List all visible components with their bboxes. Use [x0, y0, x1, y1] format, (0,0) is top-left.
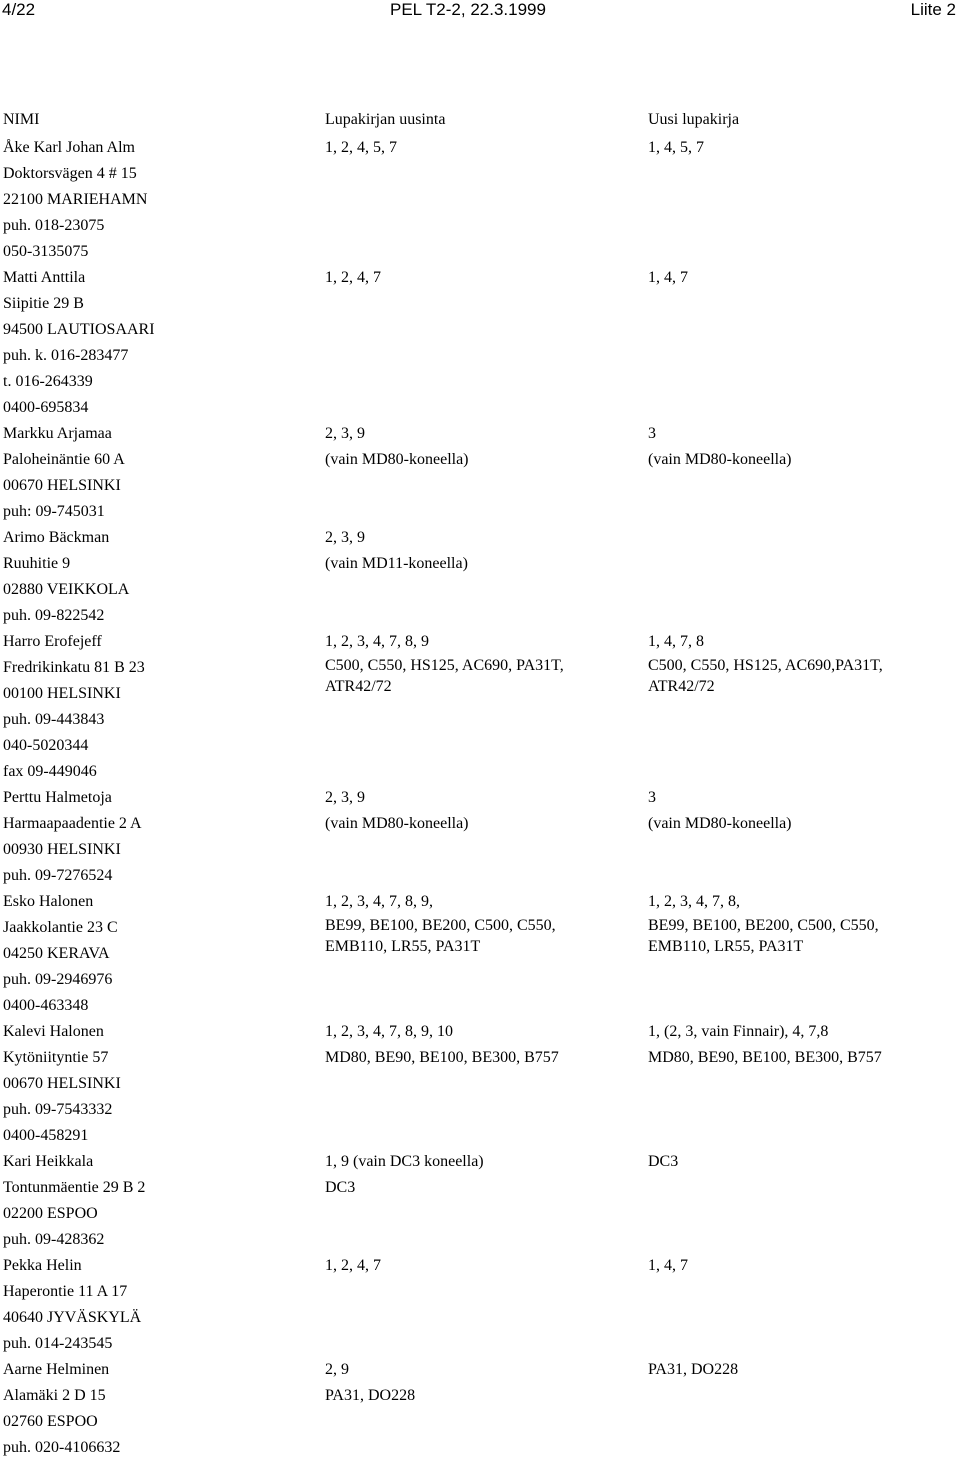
renewal-privileges [325, 421, 625, 473]
address-line: puh. 09-822542 [3, 607, 105, 624]
person-entry [0, 135, 960, 265]
renewal-privileges [325, 1149, 625, 1201]
person-address [3, 1253, 141, 1357]
person-address [3, 1019, 121, 1149]
renewal-privileges [325, 1357, 625, 1409]
new-license-privileges-line: (vain MD80-koneella) [648, 815, 792, 832]
address-line: 02880 VEIKKOLA [3, 581, 130, 598]
address-line: puh. k. 016-283477 [3, 347, 129, 364]
new-license-privileges-line: 1, 4, 7, 8 [648, 633, 704, 650]
new-license-privileges [648, 265, 948, 291]
address-line: Harmaapaadentie 2 A [3, 815, 142, 832]
address-line: 04250 KERAVA [3, 945, 110, 962]
address-line: Jaakkolantie 23 C [3, 919, 118, 936]
person-entry [0, 1019, 960, 1149]
person-entry [0, 889, 960, 1019]
person-address [3, 265, 155, 421]
person-entry [0, 525, 960, 629]
address-line: Alamäki 2 D 15 [3, 1387, 106, 1404]
new-license-privileges [648, 135, 948, 161]
person-name: Matti Anttila [3, 269, 86, 286]
renewal-privileges-line: 1, 2, 4, 7 [325, 1257, 381, 1274]
address-line: puh. 018-23075 [3, 217, 105, 234]
new-license-privileges-line: 1, 4, 7 [648, 1257, 688, 1274]
address-line: 0400-458291 [3, 1127, 89, 1144]
address-line: puh. 09-7543332 [3, 1101, 113, 1118]
renewal-privileges-aircraft-line: EMB110, LR55, PA31T [325, 938, 481, 955]
new-license-privileges [648, 421, 948, 473]
person-name: Kalevi Halonen [3, 1023, 104, 1040]
address-line: 40640 JYVÄSKYLÄ [3, 1309, 142, 1326]
address-line: 0400-695834 [3, 399, 89, 416]
person-address [3, 525, 129, 629]
renewal-privileges-line: (vain MD80-koneella) [325, 815, 469, 832]
person-name: Åke Karl Johan Alm [3, 139, 135, 156]
person-name: Esko Halonen [3, 893, 94, 910]
renewal-privileges-aircraft-line: C500, C550, HS125, AC690, PA31T, [325, 657, 564, 674]
new-license-privileges-line: PA31, DO228 [648, 1361, 739, 1378]
renewal-privileges-line: 1, 2, 3, 4, 7, 8, 9, [325, 893, 433, 910]
address-line: puh. 09-428362 [3, 1231, 105, 1248]
license-list [0, 135, 960, 1461]
person-address [3, 135, 147, 265]
new-license-privileges [648, 1019, 948, 1071]
renewal-privileges-line: 2, 3, 9 [325, 425, 365, 442]
address-line: Ruuhitie 9 [3, 555, 71, 572]
renewal-privileges-line: 1, 2, 4, 7 [325, 269, 381, 286]
address-line: 050-3135075 [3, 243, 89, 260]
column-header-new-license: Uusi lupakirja [648, 111, 740, 128]
column-header-renewal: Lupakirjan uusinta [325, 111, 446, 128]
new-license-privileges [648, 785, 948, 837]
address-line: 00670 HELSINKI [3, 1075, 121, 1092]
new-license-privileges-line: 1, 4, 5, 7 [648, 139, 704, 156]
appendix-label: Liite 2 [910, 0, 956, 19]
renewal-privileges [325, 785, 625, 837]
address-line: Fredrikinkatu 81 B 23 [3, 659, 145, 676]
person-name: Perttu Halmetoja [3, 789, 112, 806]
renewal-privileges-line: 2, 3, 9 [325, 789, 365, 806]
new-license-privileges-line: 3 [648, 789, 656, 806]
new-license-privileges [648, 1253, 948, 1279]
address-line: 00930 HELSINKI [3, 841, 121, 858]
address-line: 94500 LAUTIOSAARI [3, 321, 155, 338]
new-license-privileges-line: MD80, BE90, BE100, BE300, B757 [648, 1049, 882, 1066]
person-address [3, 421, 125, 525]
address-line: puh. 09-443843 [3, 711, 105, 728]
new-license-privileges-aircraft-line: BE99, BE100, BE200, C500, C550, [648, 917, 879, 934]
renewal-privileges-line: 2, 9 [325, 1361, 349, 1378]
address-line: puh. 09-2946976 [3, 971, 113, 988]
person-name: Aarne Helminen [3, 1361, 110, 1378]
renewal-privileges-line: DC3 [325, 1179, 356, 1196]
new-license-privileges-line: 1, 2, 3, 4, 7, 8, [648, 893, 740, 910]
person-address [3, 629, 145, 785]
person-entry [0, 629, 960, 785]
person-address [3, 1149, 145, 1253]
renewal-privileges-line: (vain MD80-koneella) [325, 451, 469, 468]
page-header [0, 0, 960, 22]
document-reference: PEL T2-2, 22.3.1999 [390, 0, 546, 19]
renewal-privileges [325, 525, 625, 577]
renewal-privileges-line: 1, 2, 3, 4, 7, 8, 9 [325, 633, 429, 650]
person-entry [0, 785, 960, 889]
person-name: Kari Heikkala [3, 1153, 94, 1170]
address-line: 02200 ESPOO [3, 1205, 98, 1222]
address-line: puh: 09-745031 [3, 503, 105, 520]
address-line: 040-5020344 [3, 737, 89, 754]
new-license-privileges-line: 1, (2, 3, vain Finnair), 4, 7,8 [648, 1023, 829, 1040]
address-line: puh. 014-243545 [3, 1335, 113, 1352]
new-license-privileges [648, 889, 948, 957]
column-header-name: NIMI [3, 111, 40, 128]
person-name: Arimo Bäckman [3, 529, 110, 546]
person-name: Harro Erofejeff [3, 633, 102, 650]
new-license-privileges-line: DC3 [648, 1153, 679, 1170]
renewal-privileges [325, 629, 625, 697]
address-line: fax 09-449046 [3, 763, 97, 780]
address-line: 02760 ESPOO [3, 1413, 98, 1430]
new-license-privileges-aircraft-line: C500, C550, HS125, AC690,PA31T, [648, 657, 883, 674]
address-line: 00100 HELSINKI [3, 685, 121, 702]
person-address [3, 785, 142, 889]
column-headers [0, 110, 960, 130]
person-entry [0, 1253, 960, 1357]
person-entry [0, 1357, 960, 1461]
renewal-privileges-line: 2, 3, 9 [325, 529, 365, 546]
renewal-privileges-aircraft-line: ATR42/72 [325, 678, 392, 695]
page-number: 4/22 [2, 0, 36, 19]
new-license-privileges-line: 3 [648, 425, 656, 442]
person-address [3, 1357, 120, 1461]
renewal-privileges-line: PA31, DO228 [325, 1387, 416, 1404]
new-license-privileges-aircraft-line: EMB110, LR55, PA31T [648, 938, 804, 955]
renewal-privileges [325, 889, 625, 957]
person-name: Markku Arjamaa [3, 425, 112, 442]
renewal-privileges-aircraft-line: BE99, BE100, BE200, C500, C550, [325, 917, 556, 934]
renewal-privileges-line: 1, 2, 3, 4, 7, 8, 9, 10 [325, 1023, 453, 1040]
new-license-privileges-aircraft-line: ATR42/72 [648, 678, 715, 695]
address-line: Haperontie 11 A 17 [3, 1283, 128, 1300]
renewal-privileges [325, 265, 625, 291]
person-entry [0, 265, 960, 421]
address-line: t. 016-264339 [3, 373, 93, 390]
person-entry [0, 1149, 960, 1253]
renewal-privileges [325, 135, 625, 161]
address-line: Siipitie 29 B [3, 295, 84, 312]
renewal-privileges-line: (vain MD11-koneella) [325, 555, 468, 572]
new-license-privileges [648, 1357, 948, 1383]
new-license-privileges-line: (vain MD80-koneella) [648, 451, 792, 468]
renewal-privileges-line: MD80, BE90, BE100, BE300, B757 [325, 1049, 559, 1066]
address-line: Kytöniityntie 57 [3, 1049, 109, 1066]
renewal-privileges-line: 1, 9 (vain DC3 koneella) [325, 1153, 484, 1170]
address-line: Doktorsvägen 4 # 15 [3, 165, 137, 182]
person-entry [0, 421, 960, 525]
address-line: 00670 HELSINKI [3, 477, 121, 494]
address-line: 0400-463348 [3, 997, 89, 1014]
address-line: Tontunmäentie 29 B 2 [3, 1179, 146, 1196]
person-name: Pekka Helin [3, 1257, 82, 1274]
address-line: puh. 020-4106632 [3, 1439, 121, 1456]
renewal-privileges-line: 1, 2, 4, 5, 7 [325, 139, 397, 156]
address-line: puh. 09-7276524 [3, 867, 113, 884]
new-license-privileges [648, 629, 948, 697]
new-license-privileges-line: 1, 4, 7 [648, 269, 688, 286]
new-license-privileges [648, 1149, 948, 1175]
renewal-privileges [325, 1253, 625, 1279]
address-line: 22100 MARIEHAMN [3, 191, 148, 208]
renewal-privileges [325, 1019, 625, 1071]
person-address [3, 889, 118, 1019]
address-line: Paloheinäntie 60 A [3, 451, 125, 468]
